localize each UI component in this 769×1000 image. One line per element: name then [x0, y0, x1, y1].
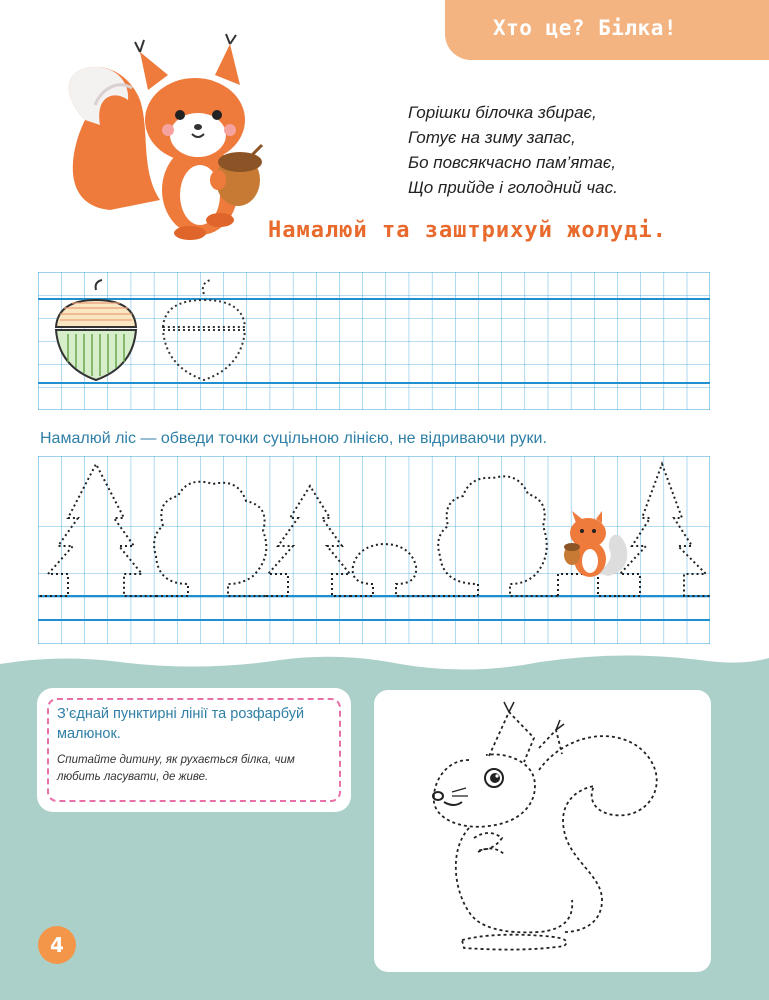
task2-instruction: Намалюй ліс — обведи точки суцільною лінією, не відриваючи руки. [40, 430, 547, 447]
squirrel-outline [374, 690, 711, 972]
poem-line: Горішки білочка збирає, [408, 103, 597, 122]
squirrel-illustration [40, 30, 270, 245]
poem-line: Бо повсякчасно пам’ятає, [408, 153, 616, 172]
card-note-text: Спитайте дитину, як рухається білка, чим любить ласувати, де живе. [57, 754, 295, 783]
task1-heading: Намалюй та заштрихуй жолуді. [268, 218, 667, 243]
poem [408, 100, 728, 200]
page-number: 4 [38, 926, 76, 964]
forest-grid [38, 456, 710, 644]
page-title: Хто це? Білка! [492, 16, 677, 40]
poem-line: Готує на зиму запас, [408, 128, 576, 147]
title-tab [445, 0, 769, 60]
instruction-card [37, 688, 351, 812]
acorn-grid [38, 272, 710, 410]
card-main-text: З’єднай пунктирні лінії та розфарбуй малюнок. [57, 706, 305, 742]
drawing-panel [374, 690, 711, 972]
poem-line: Що прийде і голодний час. [408, 178, 618, 197]
